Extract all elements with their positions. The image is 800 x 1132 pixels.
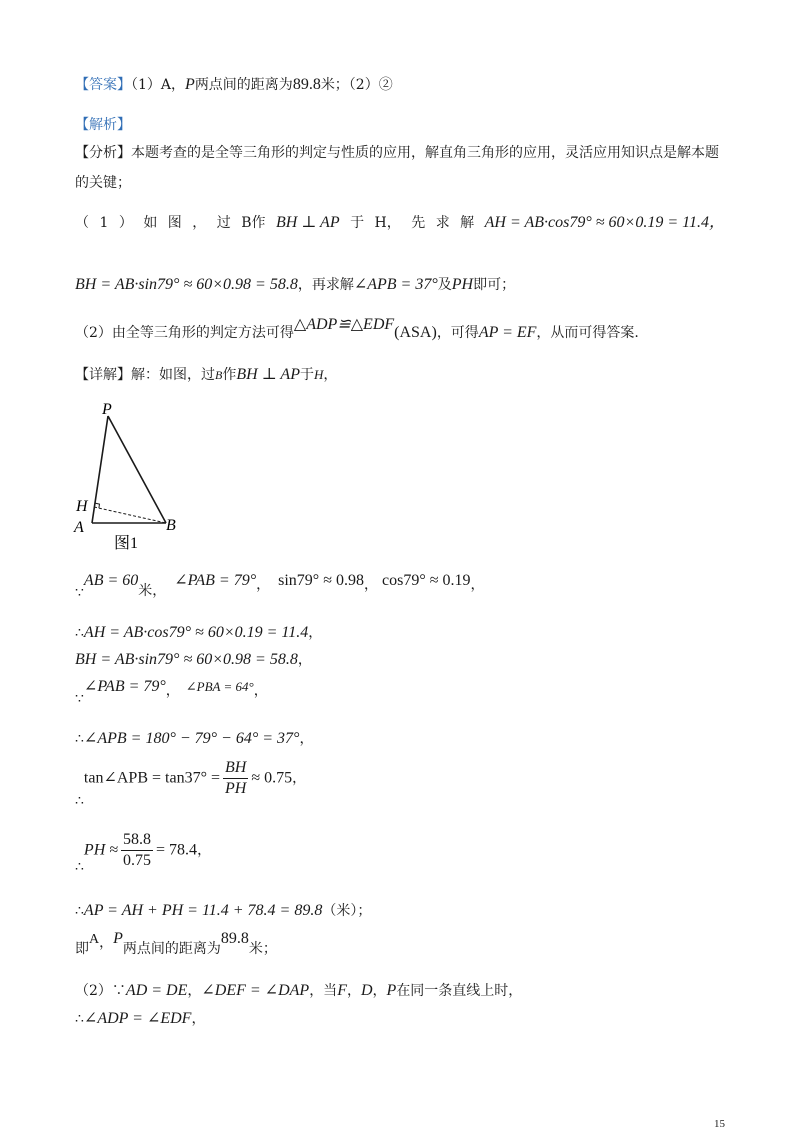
step-10: （2）∵AD = DE，∠DEF = ∠DAP，当F，D，P在同一条直线上时， <box>75 982 523 999</box>
fraction-bh-ph: $\frac{BH}{PH}$ <box>225 759 247 797</box>
step-7: ∴PH ≈ $\frac{58.8}{0.75}$ = 78.4， <box>75 831 212 875</box>
label-a: A <box>74 519 84 536</box>
side-pb <box>108 416 166 523</box>
detail-tag: 【详解】 <box>75 367 131 383</box>
step-5: ∴∠APB = 180° − 79° − 64° = 37°， <box>75 730 314 747</box>
label-b: B <box>166 517 176 534</box>
analysis-line-3: （ 1 ） 如 图 ， 过 B作 BH ⊥ AP 于 H， 先 求 解 AH = AB·cos79° ≈ 60×0.19 = 11.4， <box>75 214 725 231</box>
altitude-bh <box>94 507 166 523</box>
analysis-line-5: （2）由全等三角形的判定方法可得△ADP≌△EDF(ASA)，可得AP = EF，从而可得答案. <box>75 316 639 341</box>
answer-line: 【答案】（1）A，P两点间的距离为89.8米；（2）② <box>75 76 393 93</box>
step-2: ∴AH = AB·cos79° ≈ 60×0.19 = 11.4， <box>75 624 323 641</box>
label-h: H <box>76 498 88 515</box>
detail-intro: 【详解】解：如图，过B作BH ⊥ AP于H， <box>75 366 338 383</box>
analysis-line-2: 的关键； <box>75 175 131 191</box>
analysis-line-4: BH = AB·sin79° ≈ 60×0.98 = 58.8，再求解∠APB = 37°及PH即可； <box>75 276 516 293</box>
analysis-line-1: 【分析】本题考查的是全等三角形的判定与性质的应用，解直角三角形的应用，灵活应用知识点是解本题 <box>75 145 719 161</box>
fraction-58-8: $\frac{58.8}{0.75}$ <box>123 831 152 869</box>
analysis-tag: 【解析】 <box>75 117 131 133</box>
step-4: ∵∠PAB = 79°， ∠PBA = 64°， <box>75 678 268 707</box>
step-8: ∴AP = AH + PH = 11.4 + 78.4 = 89.8（米）； <box>75 902 372 919</box>
step-11: ∴∠ADP = ∠EDF， <box>75 1010 206 1027</box>
step-1: ∵AB = 60米，∠PAB = 79°， sin79° ≈ 0.98， cos79° ≈ 0.19， <box>75 572 485 601</box>
triangle-figure <box>70 400 190 550</box>
step-6: ∴tan∠APB = tan37° = $\frac{BH}{PH}$ ≈ 0.75， <box>75 759 307 809</box>
step-3: BH = AB·sin79° ≈ 60×0.98 = 58.8， <box>75 651 312 668</box>
step-9: 即A，P两点间的距离为89.8米； <box>75 930 277 957</box>
label-p: P <box>102 401 112 418</box>
figure-caption: 图1 <box>114 535 139 550</box>
page-number: 15 <box>714 1118 725 1130</box>
answer-tag: 【答案】 <box>75 77 131 93</box>
